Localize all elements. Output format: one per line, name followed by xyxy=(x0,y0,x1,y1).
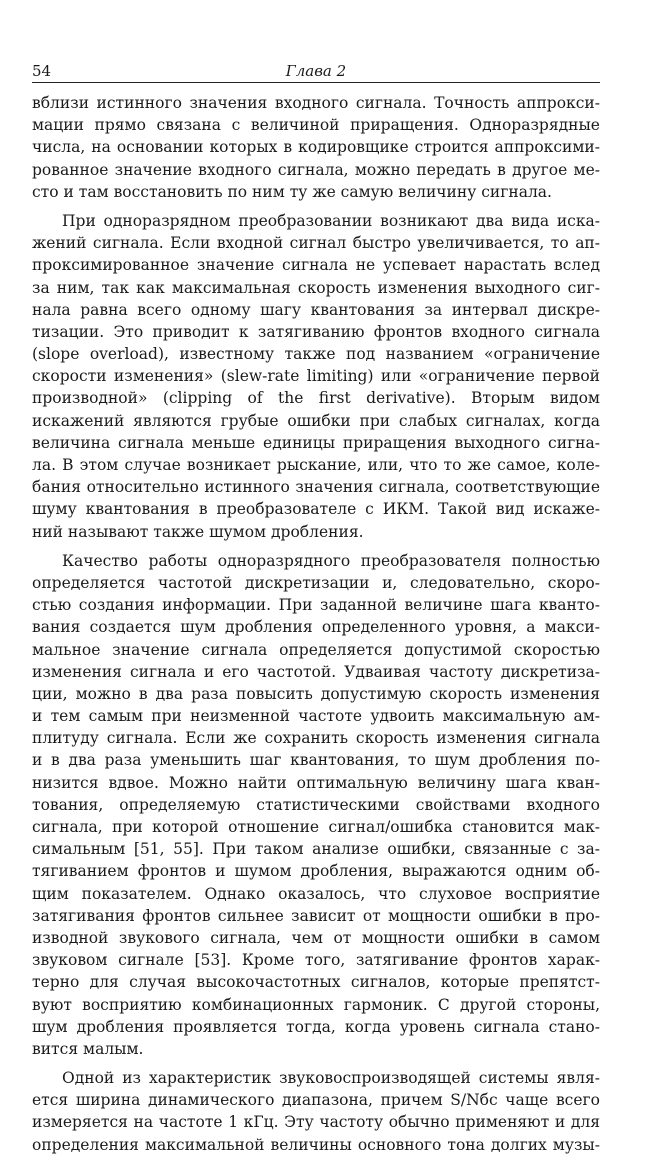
page-body xyxy=(32,92,600,1163)
text-line: измеряется на частоте 1 кГц. Эту частоту обычно применяют и для xyxy=(32,1113,600,1132)
paragraph-1 xyxy=(32,92,600,203)
text-line: за ним, так как максимальная скорость изменения выходного сиг- xyxy=(32,278,600,297)
paragraph-2 xyxy=(32,210,600,543)
text-line: При одноразрядном преобразовании возникают два вида иска- xyxy=(62,211,600,230)
text-line: числа, на основании которых в кодировщике строится аппроксими- xyxy=(32,138,600,157)
text-line: нала равна всего одному шагу квантования за интервал дискре- xyxy=(32,300,600,319)
text-line: ции, можно в два раза повысить допустимую скорость изменения xyxy=(32,684,600,703)
text-line: вания создается шум дробления определенного уровня, а макси- xyxy=(32,618,600,637)
text-line: ется ширина динамического диапазона, причем S/Nбс чаще всего xyxy=(32,1091,600,1110)
chapter-title: Глава 2 xyxy=(285,62,347,80)
text-line: щим показателем. Однако оказалось, что слуховое восприятие xyxy=(32,884,600,903)
text-line: ла. В этом случае возникает рыскание, или, что то же самое, коле- xyxy=(32,456,600,474)
text-line: производной» (clipping of the first derivative). Вторым видом xyxy=(32,389,600,408)
text-line: сто и там восстановить по ним ту же самую величину сигнала. xyxy=(32,182,552,201)
text-line: бания относительно истинного значения сигнала, соответствующие xyxy=(32,478,600,497)
text-line: плитуду сигнала. Если же сохранить скорость изменения сигнала xyxy=(32,729,600,748)
text-line: сигнала, при которой отношение сигнал/ошибка становится мак- xyxy=(32,818,600,836)
text-line: тягиванием фронтов и шумом дробления, выражаются одним об- xyxy=(32,862,600,881)
text-line: искажений являются грубые ошибки при слабых сигналах, когда xyxy=(32,411,600,430)
text-line: скорости изменения» (slew-rate limiting) или «ограничение первой xyxy=(32,367,600,386)
text-line: величина сигнала меньше единицы приращения выходного сигна- xyxy=(32,433,600,452)
text-line: терно для случая высокочастотных сигналов, которые препятст- xyxy=(32,973,600,992)
text-line: затягивания фронтов сильнее зависит от мощности ошибки в про- xyxy=(32,906,600,925)
text-line: симальным [51, 55]. При таком анализе ошибки, связанные с за- xyxy=(32,840,600,859)
text-line: шум дробления проявляется тогда, когда уровень сигнала стано- xyxy=(32,1017,600,1036)
text-line: звуковом сигнале [53]. Кроме того, затягивание фронтов харак- xyxy=(32,951,600,970)
text-line: проксимированное значение сигнала не успевает нарастать вслед xyxy=(32,256,600,275)
running-header xyxy=(32,60,600,83)
text-line: Качество работы одноразрядного преобразователя полностью xyxy=(62,551,600,570)
text-line: и в два раза уменьшить шаг квантования, то шум дробления по- xyxy=(32,751,600,770)
text-line: мации прямо связана с величиной приращения. Одноразрядные xyxy=(32,116,600,135)
page-number: 54 xyxy=(32,62,52,80)
paragraph-3 xyxy=(32,550,600,1060)
text-line: стью создания информации. При заданной величине шага кванто- xyxy=(32,596,600,615)
text-line: (slope overload), известному также под названием «ограничение xyxy=(32,345,600,364)
text-line: и тем самым при неизменной частоте удвоить максимальную ам- xyxy=(32,707,600,726)
text-line: низится вдвое. Можно найти оптимальную величину шага кван- xyxy=(32,773,600,792)
text-line: вблизи истинного значения входного сигнала. Точность аппрокси- xyxy=(32,94,600,112)
text-line: шуму квантования в преобразователе с ИКМ. Такой вид искаже- xyxy=(32,500,600,519)
text-line: рованное значение входного сигнала, можно передать в другое ме- xyxy=(32,160,600,179)
text-line: изводной звукового сигнала, чем от мощности ошибки в самом xyxy=(32,928,600,947)
text-line: мальное значение сигнала определяется допустимой скоростью xyxy=(32,640,600,659)
text-line: вится малым. xyxy=(32,1039,144,1058)
paragraph-4 xyxy=(32,1067,600,1156)
text-line: тизации. Это приводит к затягиванию фронтов входного сигнала xyxy=(32,322,600,341)
text-line: определяется частотой дискретизации и, следовательно, скоро- xyxy=(32,573,600,592)
text-line: определения максимальной величины основного тона долгих музы- xyxy=(32,1135,600,1154)
text-line: Одной из характеристик звуковоспроизводящей системы явля- xyxy=(62,1069,600,1088)
text-line: изменения сигнала и его частотой. Удваивая частоту дискретиза- xyxy=(32,662,600,681)
text-line: тования, определяемую статистическими свойствами входного xyxy=(32,795,600,814)
text-line: жений сигнала. Если входной сигнал быстро увеличивается, то ап- xyxy=(32,234,600,253)
text-line: вуют восприятию комбинационных гармоник. С другой стороны, xyxy=(32,995,600,1014)
text-line: ний называют также шумом дробления. xyxy=(32,522,364,541)
